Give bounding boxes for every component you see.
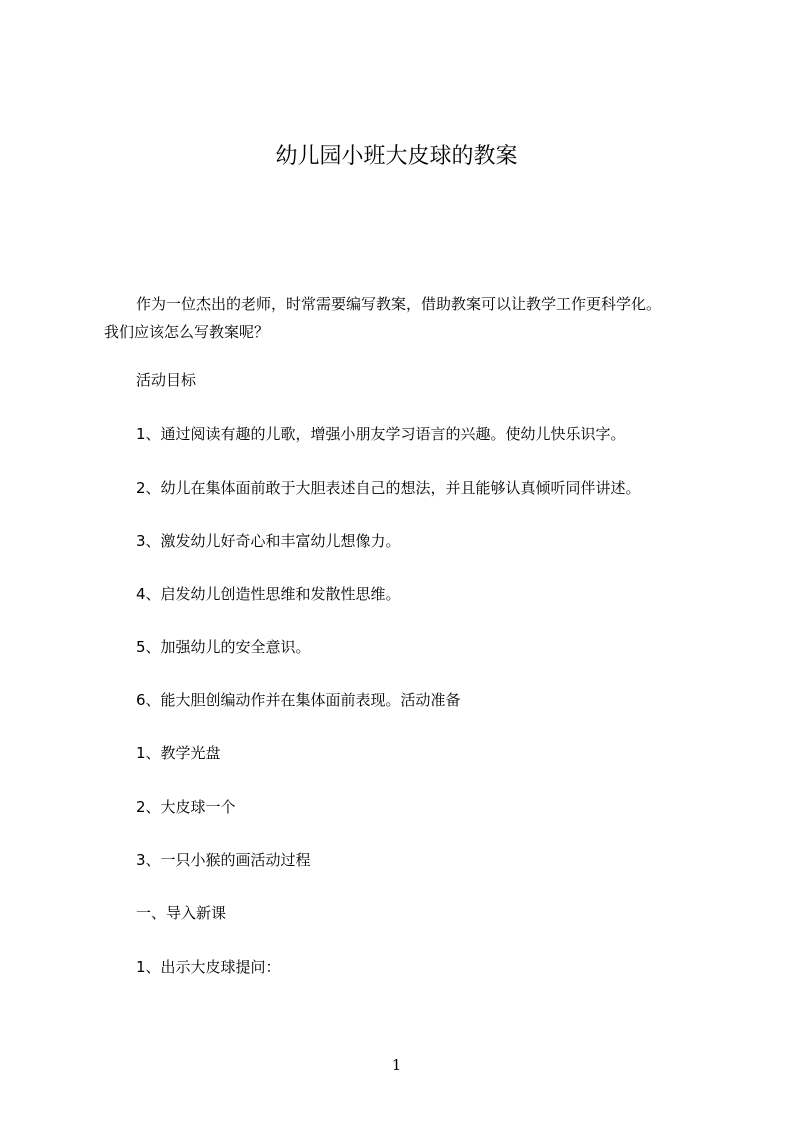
objective-item: 6、能大胆创编动作并在集体面前表现。活动准备: [136, 691, 461, 709]
intro-line-1: 作为一位杰出的老师，时常需要编写教案，借助教案可以让教学工作更科学化。: [136, 295, 662, 313]
section-heading-intro: 一、导入新课: [136, 904, 227, 922]
section-heading-objectives: 活动目标: [136, 371, 197, 389]
objective-item: 2、幼儿在集体面前敢于大胆表述自己的想法，并且能够认真倾听同伴讲述。: [136, 479, 641, 497]
page-number: 1: [391, 1056, 402, 1074]
objective-item: 4、启发幼儿创造性思维和发散性思维。: [136, 585, 401, 603]
preparation-item: 2、大皮球一个: [136, 798, 236, 816]
objective-item: 5、加强幼儿的安全意识。: [136, 638, 311, 656]
document-title: 幼儿园小班大皮球的教案: [275, 144, 518, 169]
objective-item: 3、激发幼儿好奇心和丰富幼儿想像力。: [136, 532, 401, 550]
preparation-item: 1、教学光盘: [136, 744, 221, 762]
intro-paragraph: [104, 290, 704, 346]
preparation-item: 3、一只小猴的画活动过程: [136, 851, 311, 869]
intro-line-2: 我们应该怎么写教案呢？: [104, 323, 270, 341]
objective-item: 1、通过阅读有趣的儿歌，增强小朋友学习语言的兴趣。使幼儿快乐识字。: [136, 425, 626, 443]
process-item: 1、出示大皮球提问：: [136, 958, 281, 976]
